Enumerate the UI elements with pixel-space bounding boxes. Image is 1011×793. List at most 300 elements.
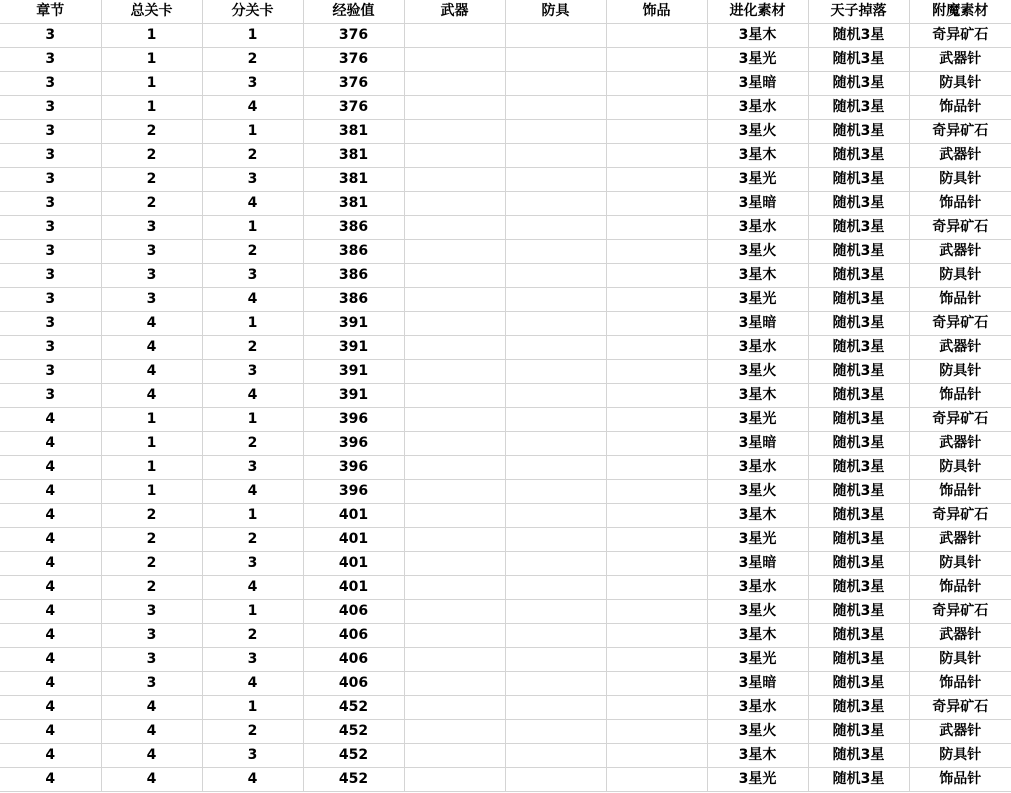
table-cell[interactable]: 3星木 <box>707 24 808 48</box>
table-cell[interactable] <box>404 48 505 72</box>
table-cell[interactable] <box>505 144 606 168</box>
table-cell[interactable]: 3 <box>101 624 202 648</box>
table-cell[interactable] <box>404 384 505 408</box>
table-cell[interactable]: 2 <box>101 576 202 600</box>
table-cell[interactable]: 3 <box>0 48 101 72</box>
table-cell[interactable] <box>505 120 606 144</box>
table-cell[interactable]: 1 <box>101 24 202 48</box>
table-cell[interactable]: 3星水 <box>707 456 808 480</box>
table-cell[interactable] <box>404 72 505 96</box>
table-cell[interactable]: 2 <box>101 504 202 528</box>
table-cell[interactable]: 4 <box>202 96 303 120</box>
table-cell[interactable]: 3星木 <box>707 384 808 408</box>
table-cell[interactable]: 饰品针 <box>909 768 1011 792</box>
table-cell[interactable] <box>505 192 606 216</box>
table-cell[interactable] <box>606 744 707 768</box>
table-cell[interactable]: 406 <box>303 624 404 648</box>
table-cell[interactable]: 376 <box>303 24 404 48</box>
table-cell[interactable]: 3星木 <box>707 744 808 768</box>
table-cell[interactable]: 2 <box>202 240 303 264</box>
table-cell[interactable]: 3星火 <box>707 360 808 384</box>
table-cell[interactable]: 3 <box>0 24 101 48</box>
table-cell[interactable]: 3 <box>0 192 101 216</box>
table-cell[interactable]: 4 <box>202 480 303 504</box>
table-cell[interactable]: 3 <box>202 552 303 576</box>
table-cell[interactable] <box>606 456 707 480</box>
table-cell[interactable]: 4 <box>101 720 202 744</box>
table-cell[interactable] <box>606 336 707 360</box>
table-cell[interactable]: 3 <box>0 312 101 336</box>
table-cell[interactable]: 随机3星 <box>808 624 909 648</box>
table-cell[interactable] <box>404 360 505 384</box>
table-cell[interactable]: 随机3星 <box>808 528 909 552</box>
table-cell[interactable]: 4 <box>101 768 202 792</box>
table-cell[interactable] <box>404 336 505 360</box>
table-cell[interactable] <box>404 600 505 624</box>
table-cell[interactable]: 3 <box>101 216 202 240</box>
table-cell[interactable]: 奇异矿石 <box>909 504 1011 528</box>
table-cell[interactable]: 3 <box>202 72 303 96</box>
column-header[interactable]: 经验值 <box>303 0 404 24</box>
table-cell[interactable]: 4 <box>202 672 303 696</box>
table-cell[interactable]: 1 <box>202 408 303 432</box>
table-cell[interactable]: 376 <box>303 96 404 120</box>
table-cell[interactable]: 1 <box>202 120 303 144</box>
table-cell[interactable]: 3 <box>202 456 303 480</box>
table-cell[interactable]: 随机3星 <box>808 120 909 144</box>
table-cell[interactable] <box>505 384 606 408</box>
table-cell[interactable] <box>505 744 606 768</box>
table-cell[interactable] <box>505 72 606 96</box>
table-cell[interactable]: 396 <box>303 408 404 432</box>
table-cell[interactable] <box>606 648 707 672</box>
table-cell[interactable]: 401 <box>303 576 404 600</box>
table-cell[interactable] <box>606 312 707 336</box>
table-cell[interactable]: 4 <box>0 576 101 600</box>
column-header[interactable]: 附魔素材 <box>909 0 1011 24</box>
table-cell[interactable]: 4 <box>0 504 101 528</box>
table-cell[interactable] <box>404 144 505 168</box>
table-cell[interactable] <box>404 168 505 192</box>
table-cell[interactable]: 4 <box>0 696 101 720</box>
table-cell[interactable]: 4 <box>0 480 101 504</box>
table-cell[interactable] <box>606 264 707 288</box>
table-cell[interactable] <box>404 288 505 312</box>
table-cell[interactable]: 4 <box>0 408 101 432</box>
table-cell[interactable]: 381 <box>303 168 404 192</box>
table-cell[interactable] <box>404 480 505 504</box>
table-cell[interactable]: 3 <box>0 336 101 360</box>
table-cell[interactable]: 401 <box>303 504 404 528</box>
table-cell[interactable] <box>606 696 707 720</box>
table-cell[interactable]: 3星木 <box>707 264 808 288</box>
table-cell[interactable] <box>404 744 505 768</box>
table-cell[interactable] <box>505 408 606 432</box>
table-cell[interactable] <box>404 672 505 696</box>
table-cell[interactable]: 武器针 <box>909 624 1011 648</box>
table-cell[interactable]: 452 <box>303 744 404 768</box>
table-cell[interactable]: 3星暗 <box>707 312 808 336</box>
table-cell[interactable] <box>404 576 505 600</box>
table-cell[interactable]: 4 <box>101 384 202 408</box>
table-cell[interactable]: 武器针 <box>909 432 1011 456</box>
table-cell[interactable]: 396 <box>303 432 404 456</box>
table-cell[interactable]: 4 <box>0 768 101 792</box>
table-cell[interactable]: 3星火 <box>707 120 808 144</box>
table-cell[interactable] <box>505 504 606 528</box>
table-cell[interactable] <box>505 696 606 720</box>
table-cell[interactable]: 3星火 <box>707 720 808 744</box>
table-cell[interactable]: 3星火 <box>707 480 808 504</box>
table-cell[interactable]: 4 <box>0 624 101 648</box>
table-cell[interactable]: 防具针 <box>909 744 1011 768</box>
table-cell[interactable]: 4 <box>101 336 202 360</box>
table-cell[interactable]: 奇异矿石 <box>909 24 1011 48</box>
table-cell[interactable]: 4 <box>0 552 101 576</box>
table-cell[interactable]: 2 <box>101 120 202 144</box>
table-cell[interactable]: 4 <box>202 768 303 792</box>
table-cell[interactable]: 饰品针 <box>909 672 1011 696</box>
column-header[interactable]: 进化素材 <box>707 0 808 24</box>
table-cell[interactable] <box>404 408 505 432</box>
table-cell[interactable]: 3 <box>0 216 101 240</box>
table-cell[interactable]: 3星光 <box>707 768 808 792</box>
table-cell[interactable]: 3 <box>101 240 202 264</box>
table-cell[interactable]: 随机3星 <box>808 192 909 216</box>
table-cell[interactable]: 饰品针 <box>909 288 1011 312</box>
table-cell[interactable]: 防具针 <box>909 648 1011 672</box>
table-cell[interactable] <box>404 552 505 576</box>
table-cell[interactable]: 随机3星 <box>808 696 909 720</box>
table-cell[interactable]: 3 <box>101 288 202 312</box>
table-cell[interactable] <box>404 240 505 264</box>
table-cell[interactable]: 4 <box>0 648 101 672</box>
table-cell[interactable] <box>404 96 505 120</box>
table-cell[interactable]: 2 <box>101 144 202 168</box>
table-cell[interactable]: 3星暗 <box>707 192 808 216</box>
column-header[interactable]: 总关卡 <box>101 0 202 24</box>
table-cell[interactable]: 396 <box>303 480 404 504</box>
table-cell[interactable]: 饰品针 <box>909 384 1011 408</box>
table-cell[interactable] <box>505 768 606 792</box>
table-cell[interactable]: 391 <box>303 384 404 408</box>
table-cell[interactable]: 随机3星 <box>808 768 909 792</box>
table-cell[interactable]: 3 <box>0 96 101 120</box>
table-cell[interactable]: 1 <box>101 408 202 432</box>
table-cell[interactable]: 381 <box>303 192 404 216</box>
table-cell[interactable]: 1 <box>202 696 303 720</box>
table-cell[interactable]: 4 <box>101 696 202 720</box>
table-cell[interactable]: 随机3星 <box>808 648 909 672</box>
table-cell[interactable] <box>606 480 707 504</box>
table-cell[interactable] <box>404 192 505 216</box>
table-cell[interactable] <box>404 504 505 528</box>
table-cell[interactable]: 386 <box>303 216 404 240</box>
table-cell[interactable] <box>404 696 505 720</box>
table-cell[interactable] <box>505 480 606 504</box>
table-cell[interactable]: 4 <box>202 384 303 408</box>
table-cell[interactable]: 奇异矿石 <box>909 120 1011 144</box>
table-cell[interactable] <box>606 768 707 792</box>
table-cell[interactable] <box>404 528 505 552</box>
table-cell[interactable]: 3星暗 <box>707 552 808 576</box>
table-cell[interactable] <box>505 312 606 336</box>
table-cell[interactable]: 3星火 <box>707 600 808 624</box>
table-cell[interactable] <box>505 336 606 360</box>
table-cell[interactable] <box>606 528 707 552</box>
table-cell[interactable] <box>505 240 606 264</box>
table-cell[interactable] <box>606 600 707 624</box>
table-cell[interactable]: 3 <box>0 240 101 264</box>
table-cell[interactable]: 随机3星 <box>808 96 909 120</box>
table-cell[interactable] <box>505 576 606 600</box>
table-cell[interactable]: 1 <box>101 72 202 96</box>
table-cell[interactable] <box>404 120 505 144</box>
table-cell[interactable]: 4 <box>0 672 101 696</box>
table-cell[interactable]: 4 <box>202 576 303 600</box>
table-cell[interactable]: 3星光 <box>707 288 808 312</box>
table-cell[interactable]: 4 <box>0 528 101 552</box>
table-cell[interactable] <box>505 48 606 72</box>
table-cell[interactable]: 452 <box>303 768 404 792</box>
table-cell[interactable]: 防具针 <box>909 456 1011 480</box>
table-cell[interactable]: 3 <box>202 264 303 288</box>
table-cell[interactable]: 随机3星 <box>808 432 909 456</box>
table-cell[interactable] <box>505 648 606 672</box>
table-cell[interactable]: 3星木 <box>707 624 808 648</box>
table-cell[interactable] <box>606 24 707 48</box>
table-cell[interactable] <box>606 552 707 576</box>
table-cell[interactable]: 2 <box>202 528 303 552</box>
table-cell[interactable]: 2 <box>202 144 303 168</box>
table-cell[interactable]: 随机3星 <box>808 240 909 264</box>
table-cell[interactable]: 随机3星 <box>808 552 909 576</box>
column-header[interactable]: 分关卡 <box>202 0 303 24</box>
table-cell[interactable] <box>505 216 606 240</box>
table-cell[interactable]: 4 <box>0 720 101 744</box>
table-cell[interactable] <box>606 360 707 384</box>
table-cell[interactable]: 随机3星 <box>808 408 909 432</box>
table-cell[interactable]: 386 <box>303 264 404 288</box>
table-cell[interactable]: 3 <box>101 648 202 672</box>
table-cell[interactable]: 随机3星 <box>808 456 909 480</box>
table-cell[interactable]: 随机3星 <box>808 672 909 696</box>
table-cell[interactable]: 随机3星 <box>808 144 909 168</box>
table-cell[interactable] <box>505 360 606 384</box>
table-cell[interactable]: 随机3星 <box>808 216 909 240</box>
table-cell[interactable] <box>505 600 606 624</box>
table-cell[interactable]: 饰品针 <box>909 480 1011 504</box>
table-cell[interactable]: 3 <box>202 744 303 768</box>
table-cell[interactable] <box>505 552 606 576</box>
table-cell[interactable]: 随机3星 <box>808 600 909 624</box>
table-cell[interactable] <box>606 576 707 600</box>
column-header[interactable]: 饰品 <box>606 0 707 24</box>
table-cell[interactable]: 武器针 <box>909 720 1011 744</box>
column-header[interactable]: 防具 <box>505 0 606 24</box>
table-cell[interactable]: 2 <box>202 336 303 360</box>
table-cell[interactable]: 1 <box>202 312 303 336</box>
table-cell[interactable] <box>404 432 505 456</box>
table-cell[interactable]: 武器针 <box>909 528 1011 552</box>
table-cell[interactable] <box>606 216 707 240</box>
table-cell[interactable]: 4 <box>0 432 101 456</box>
table-cell[interactable]: 随机3星 <box>808 480 909 504</box>
table-cell[interactable]: 武器针 <box>909 336 1011 360</box>
table-cell[interactable]: 3 <box>0 144 101 168</box>
table-cell[interactable]: 2 <box>202 48 303 72</box>
table-cell[interactable]: 3星光 <box>707 48 808 72</box>
table-cell[interactable]: 4 <box>0 456 101 480</box>
table-cell[interactable]: 随机3星 <box>808 504 909 528</box>
table-cell[interactable]: 3 <box>0 168 101 192</box>
table-cell[interactable]: 1 <box>202 24 303 48</box>
column-header[interactable]: 天子掉落 <box>808 0 909 24</box>
table-cell[interactable]: 武器针 <box>909 144 1011 168</box>
table-cell[interactable]: 3 <box>202 168 303 192</box>
table-cell[interactable] <box>606 720 707 744</box>
table-cell[interactable]: 防具针 <box>909 72 1011 96</box>
table-cell[interactable]: 3星暗 <box>707 672 808 696</box>
table-cell[interactable]: 4 <box>202 192 303 216</box>
table-cell[interactable]: 随机3星 <box>808 264 909 288</box>
table-cell[interactable] <box>606 384 707 408</box>
table-cell[interactable] <box>606 96 707 120</box>
table-cell[interactable] <box>606 48 707 72</box>
column-header[interactable]: 武器 <box>404 0 505 24</box>
table-cell[interactable]: 406 <box>303 672 404 696</box>
table-cell[interactable] <box>606 504 707 528</box>
table-cell[interactable]: 3 <box>202 648 303 672</box>
table-cell[interactable]: 3星暗 <box>707 72 808 96</box>
table-cell[interactable]: 3 <box>0 288 101 312</box>
table-cell[interactable]: 随机3星 <box>808 168 909 192</box>
table-cell[interactable]: 3 <box>202 360 303 384</box>
table-cell[interactable] <box>505 624 606 648</box>
table-cell[interactable] <box>606 624 707 648</box>
table-cell[interactable]: 3星木 <box>707 144 808 168</box>
table-cell[interactable]: 386 <box>303 240 404 264</box>
table-cell[interactable]: 奇异矿石 <box>909 696 1011 720</box>
table-cell[interactable] <box>606 192 707 216</box>
table-cell[interactable]: 1 <box>101 48 202 72</box>
table-cell[interactable]: 376 <box>303 72 404 96</box>
table-cell[interactable]: 401 <box>303 528 404 552</box>
table-cell[interactable]: 401 <box>303 552 404 576</box>
table-cell[interactable] <box>606 240 707 264</box>
table-cell[interactable] <box>505 456 606 480</box>
table-cell[interactable]: 随机3星 <box>808 384 909 408</box>
table-cell[interactable]: 饰品针 <box>909 96 1011 120</box>
table-cell[interactable]: 随机3星 <box>808 24 909 48</box>
table-cell[interactable]: 3 <box>0 360 101 384</box>
table-cell[interactable]: 3 <box>101 672 202 696</box>
table-cell[interactable]: 386 <box>303 288 404 312</box>
table-cell[interactable]: 4 <box>0 744 101 768</box>
table-cell[interactable]: 奇异矿石 <box>909 408 1011 432</box>
table-cell[interactable] <box>505 432 606 456</box>
table-cell[interactable]: 3星光 <box>707 168 808 192</box>
table-cell[interactable]: 1 <box>101 432 202 456</box>
table-cell[interactable] <box>404 648 505 672</box>
table-cell[interactable]: 1 <box>202 600 303 624</box>
table-cell[interactable]: 3星光 <box>707 408 808 432</box>
table-cell[interactable]: 3星水 <box>707 216 808 240</box>
table-cell[interactable]: 随机3星 <box>808 288 909 312</box>
table-cell[interactable]: 奇异矿石 <box>909 600 1011 624</box>
table-cell[interactable]: 防具针 <box>909 264 1011 288</box>
table-cell[interactable]: 3 <box>0 264 101 288</box>
table-cell[interactable]: 3 <box>0 384 101 408</box>
table-cell[interactable]: 1 <box>202 216 303 240</box>
table-cell[interactable] <box>606 408 707 432</box>
table-cell[interactable] <box>404 312 505 336</box>
table-cell[interactable]: 武器针 <box>909 48 1011 72</box>
table-cell[interactable] <box>606 120 707 144</box>
table-cell[interactable]: 2 <box>202 432 303 456</box>
table-cell[interactable]: 452 <box>303 720 404 744</box>
table-cell[interactable]: 4 <box>101 360 202 384</box>
table-cell[interactable] <box>505 264 606 288</box>
table-cell[interactable]: 随机3星 <box>808 72 909 96</box>
table-cell[interactable] <box>606 168 707 192</box>
table-cell[interactable] <box>404 720 505 744</box>
table-cell[interactable]: 406 <box>303 600 404 624</box>
table-cell[interactable]: 防具针 <box>909 168 1011 192</box>
table-cell[interactable]: 随机3星 <box>808 744 909 768</box>
table-cell[interactable]: 1 <box>101 96 202 120</box>
table-cell[interactable] <box>505 96 606 120</box>
table-cell[interactable] <box>606 288 707 312</box>
table-cell[interactable]: 3 <box>0 72 101 96</box>
table-cell[interactable]: 3星暗 <box>707 432 808 456</box>
table-cell[interactable] <box>505 528 606 552</box>
table-cell[interactable]: 3星光 <box>707 648 808 672</box>
table-cell[interactable]: 饰品针 <box>909 192 1011 216</box>
table-cell[interactable]: 3星光 <box>707 528 808 552</box>
table-cell[interactable]: 奇异矿石 <box>909 216 1011 240</box>
table-cell[interactable]: 随机3星 <box>808 720 909 744</box>
table-cell[interactable]: 2 <box>101 192 202 216</box>
table-cell[interactable] <box>606 432 707 456</box>
table-cell[interactable]: 3星水 <box>707 96 808 120</box>
table-cell[interactable]: 防具针 <box>909 360 1011 384</box>
table-cell[interactable]: 381 <box>303 120 404 144</box>
table-cell[interactable]: 396 <box>303 456 404 480</box>
table-cell[interactable]: 奇异矿石 <box>909 312 1011 336</box>
table-cell[interactable]: 2 <box>101 552 202 576</box>
table-cell[interactable]: 4 <box>202 288 303 312</box>
table-cell[interactable]: 2 <box>202 720 303 744</box>
table-cell[interactable]: 4 <box>101 744 202 768</box>
table-cell[interactable]: 随机3星 <box>808 576 909 600</box>
table-cell[interactable]: 饰品针 <box>909 576 1011 600</box>
table-cell[interactable] <box>404 24 505 48</box>
table-cell[interactable]: 随机3星 <box>808 336 909 360</box>
table-cell[interactable]: 3星木 <box>707 504 808 528</box>
table-cell[interactable]: 2 <box>101 168 202 192</box>
column-header[interactable]: 章节 <box>0 0 101 24</box>
table-cell[interactable]: 2 <box>101 528 202 552</box>
table-cell[interactable] <box>505 672 606 696</box>
table-cell[interactable]: 3 <box>0 120 101 144</box>
table-cell[interactable] <box>404 768 505 792</box>
table-cell[interactable] <box>404 216 505 240</box>
table-cell[interactable] <box>606 72 707 96</box>
table-cell[interactable]: 随机3星 <box>808 360 909 384</box>
table-cell[interactable]: 武器针 <box>909 240 1011 264</box>
table-cell[interactable] <box>505 720 606 744</box>
